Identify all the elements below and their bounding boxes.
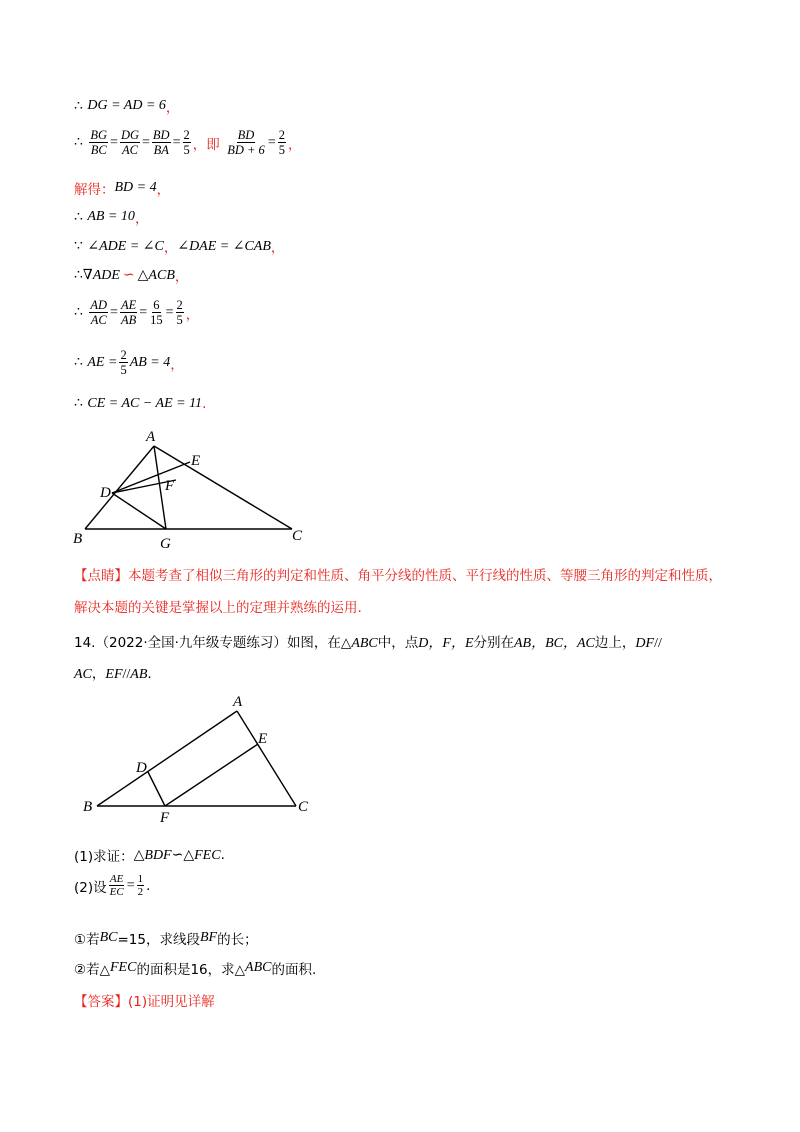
fraction: $\frac{DG}{AC}$ — [120, 128, 140, 157]
math-expr: BD = 4 — [114, 180, 157, 195]
solution-line-1 — [74, 96, 179, 116]
similar-symbol: ∽ — [171, 847, 184, 863]
part-label: (1)求证： — [74, 849, 134, 865]
q-math: DF — [635, 636, 655, 651]
punct: ， — [165, 100, 180, 116]
q-text: ②若△ — [74, 962, 110, 978]
parallel-symbol: // — [654, 636, 662, 651]
punct: ， — [170, 356, 184, 373]
fraction: $\frac{2}{5}$ — [120, 348, 127, 377]
q-math: AB — [130, 667, 148, 682]
because-symbol: ∵ — [74, 238, 83, 254]
solution-line-9 — [74, 395, 206, 412]
solution-line-5 — [74, 236, 284, 256]
parallel-symbol: // — [122, 667, 131, 682]
therefore-symbol: ∴ — [74, 135, 83, 150]
q-text: . — [147, 666, 152, 682]
math-expr: ∠ADE = ∠C — [87, 238, 164, 254]
comment-paragraph — [74, 560, 734, 624]
punct: . — [220, 847, 225, 863]
math-expr: AB = 10 — [87, 209, 135, 224]
label-F: F — [165, 478, 175, 494]
fraction: $\frac{BD}{BD + 6}$ — [227, 128, 265, 157]
q-text: 的长； — [217, 932, 258, 948]
q-text: 如图，在△ — [286, 635, 352, 651]
label-C: C — [292, 528, 303, 544]
solution-line-7: ∴ $\frac{AD}{AC}$ = $\frac{AE}{AB}$ = $\frac{6}{15}$ = $\frac{2}{5}$ ， — [74, 298, 200, 327]
q-text: ， — [91, 666, 106, 682]
q-math: D，F，E — [418, 636, 474, 651]
answer-line — [74, 990, 215, 1010]
punct: ， — [134, 211, 149, 227]
solve-label: 解得： — [74, 182, 115, 198]
q-math: FEC — [110, 960, 137, 975]
therefore-symbol: ∴ — [74, 98, 83, 114]
punct: ， — [287, 136, 302, 153]
therefore-symbol: ∴ — [74, 305, 83, 320]
similar-symbol: ∽ — [122, 267, 135, 283]
fraction: $\frac{BD}{BA}$ — [152, 128, 170, 157]
q-math: AC — [74, 667, 92, 682]
punct: . — [202, 395, 207, 412]
fraction: $\frac{2}{5}$ — [183, 128, 190, 157]
therefore-symbol: ∴ — [74, 355, 83, 370]
label-A: A — [146, 429, 156, 445]
q-text: 边上， — [594, 635, 636, 651]
part-label: (2)设 — [74, 879, 107, 896]
q-text: 的面积是16，求△ — [136, 962, 246, 978]
solution-line-6 — [74, 265, 188, 285]
fraction: $\frac{AE}{EC}$ — [109, 873, 124, 898]
sub-question-1 — [74, 928, 258, 948]
solution-line-4 — [74, 207, 148, 227]
punct: ， — [185, 306, 200, 323]
punct: ， — [270, 240, 285, 256]
therefore-symbol: ∴ — [74, 267, 83, 283]
math-expr: △BDF — [133, 847, 172, 863]
q-text: 的面积. — [271, 962, 317, 978]
punct: ， — [163, 240, 178, 256]
q-text: ①若 — [74, 932, 100, 948]
label-G: G — [160, 536, 171, 552]
part-2 — [74, 873, 150, 898]
sub-question-2 — [74, 958, 316, 978]
q-text: =15，求线段 — [117, 932, 200, 948]
part-1 — [74, 845, 225, 865]
question-14 — [74, 628, 734, 690]
punct: ， — [174, 269, 189, 285]
label-B: B — [73, 531, 83, 547]
therefore-symbol: ∴ — [74, 396, 83, 411]
label-D: D — [100, 485, 111, 501]
math-expr: DG = AD = 6 — [87, 98, 166, 113]
q-math: BC — [99, 930, 118, 945]
solution-line-8 — [74, 348, 184, 377]
answer-text: (1)证明见详解 — [128, 994, 215, 1010]
fraction: $\frac{2}{5}$ — [278, 128, 285, 157]
q-text: 中，点 — [377, 635, 419, 651]
math-expr: AE = — [87, 354, 118, 370]
fraction: $\frac{2}{5}$ — [176, 298, 183, 327]
fraction: $\frac{6}{15}$ — [150, 298, 163, 327]
solution-line-3 — [74, 178, 170, 198]
fraction: $\frac{BG}{BC}$ — [90, 128, 108, 157]
q-math: BF — [200, 930, 218, 945]
q-math: ABC — [351, 636, 378, 651]
math-expr: ∇ADE — [82, 267, 120, 283]
label-F: F — [160, 810, 170, 826]
math-expr: △ACB — [137, 267, 175, 283]
fraction: $\frac{AE}{AB}$ — [120, 298, 137, 327]
label-C: C — [298, 799, 309, 815]
separator-text: ，即 — [192, 136, 220, 153]
question-source: （2022·全国·九年级专题练习） — [95, 635, 287, 651]
answer-tag: 【答案】 — [74, 994, 128, 1010]
fraction: $\frac{AD}{AC}$ — [90, 298, 108, 327]
question-number: 14. — [74, 635, 96, 651]
math-expr: △FEC — [183, 847, 221, 863]
q-text: 分别在 — [473, 635, 514, 651]
label-D: D — [136, 760, 147, 776]
fraction: $\frac{1}{2}$ — [137, 873, 144, 898]
q-math: EF — [105, 667, 123, 682]
math-expr: AB = 4 — [129, 354, 171, 370]
therefore-symbol: ∴ — [74, 209, 83, 225]
label-B: B — [83, 799, 93, 815]
punct: ， — [156, 182, 171, 198]
q-math: AB，BC，AC — [514, 636, 595, 651]
punct: . — [146, 877, 151, 894]
q-math: ABC — [245, 960, 272, 975]
math-expr: CE = AC − AE = 11 — [87, 395, 203, 411]
solution-line-2: ∴ $\frac{BG}{BC}$ = $\frac{DG}{AC}$ = $\frac{BD}{BA}$ = $\frac{2}{5}$ ，即 $\frac{BD}{BD + 6}$ = $\frac{2}{5}$ ， — [74, 128, 302, 157]
comment-text: 本题考查了相似三角形的判定和性质、角平分线的性质、平行线的性质、等腰三角形的判定和性质，解决本题的关键是掌握以上的定理并熟练的运用. — [74, 568, 722, 616]
label-E: E — [258, 731, 268, 747]
comment-tag: 【点睛】 — [74, 568, 128, 584]
label-E: E — [191, 453, 201, 469]
equals: = — [126, 877, 135, 893]
label-A: A — [233, 694, 243, 710]
math-expr: ∠DAE = ∠CAB — [177, 238, 271, 254]
